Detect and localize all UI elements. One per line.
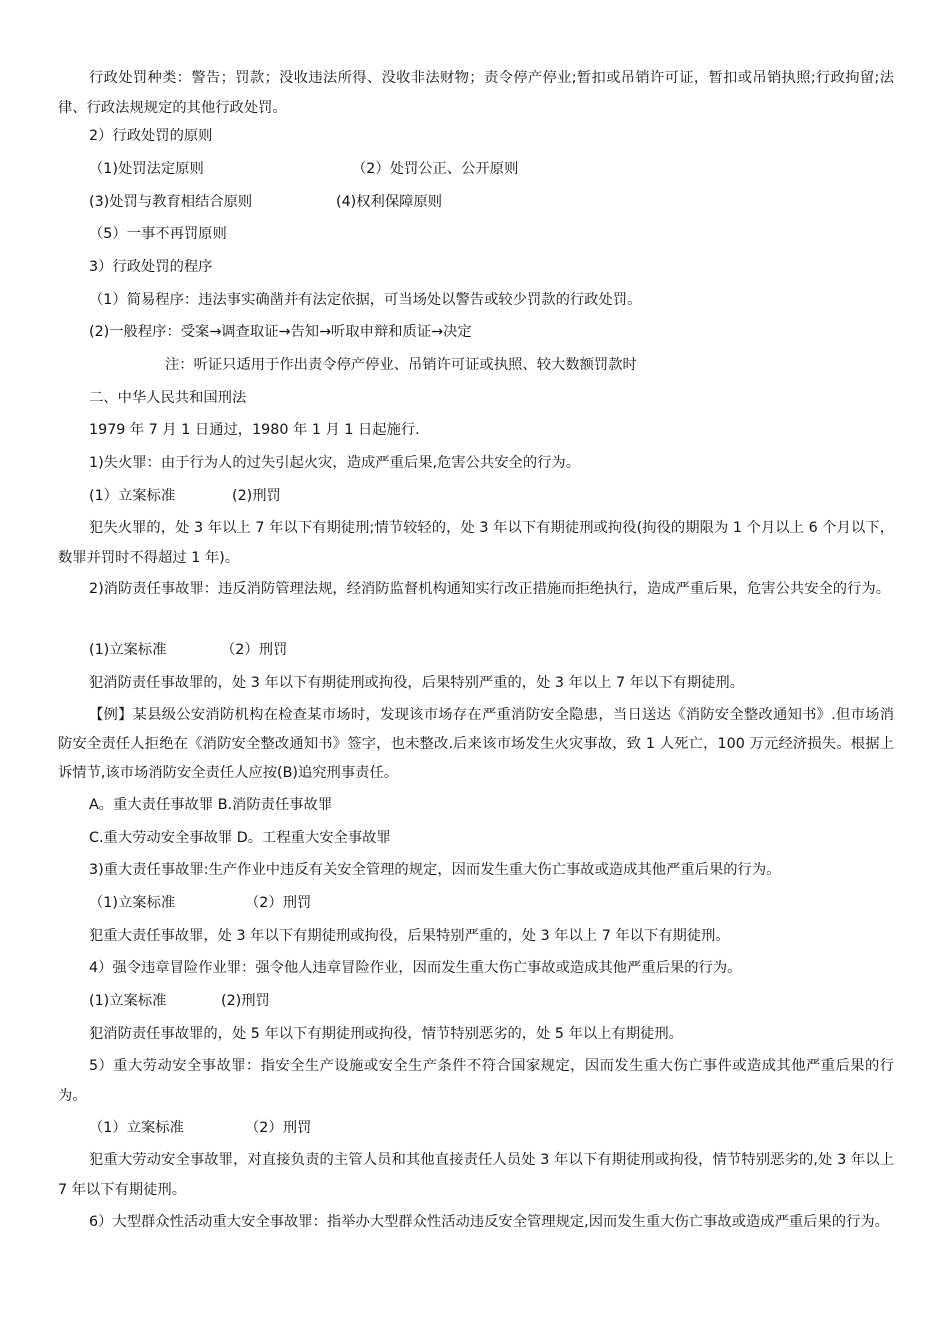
mass-event-definition: 6）大型群众性活动重大安全事故罪：指举办大型群众性活动违反安全管理规定,因而发生重大伤亡事故或造成严重后果的行为。 — [89, 1214, 889, 1230]
heading-criminal-law: 二、中华人民共和国刑法 — [89, 390, 247, 406]
principle-4: (4)权利保障原则 — [336, 194, 443, 210]
criminal-law-dates: 1979 年 7 月 1 日通过，1980 年 1 月 1 日起施行. — [89, 422, 420, 438]
labor-safety-filing-standard: （1）立案标准 — [89, 1120, 184, 1136]
procedure-simple: （1）简易程序：违法事实确凿并有法定依据，可当场处以警告或较少罚款的行政处罚。 — [89, 292, 642, 308]
fire-liability-filing-standard: (1)立案标准 — [89, 642, 167, 658]
labor-safety-penalty: （2）刑罚 — [245, 1120, 312, 1136]
heading-penalty-procedure: 3）行政处罚的程序 — [89, 259, 213, 275]
labor-safety-penalty-text: 犯重大劳动安全事故罪，对直接负责的主管人员和其他直接责任人员处 3 年以下有期徒刑或拘役，情节特别恶劣的,处 3 年以上 7 年以下有期徒刑。 — [58, 1152, 894, 1198]
major-liability-definition: 3)重大责任事故罪:生产作业中违反有关安全管理的规定，因而发生重大伤亡事故或造成其他严重后果的行为。 — [89, 862, 781, 878]
example-question: 【例】某县级公安消防机构在检查某市场时，发现该市场存在严重消防安全隐患，当日送达《消防安全整改通知书》.但市场消防安全责任人拒绝在《消防安全整改通知书》签字，也未整改.后来该市场发生火灾事故，致 1 人死亡，100 万元经济损失。根据上诉情节,该市场消防安全责任人应按(B)追究刑事责任。 — [58, 707, 894, 781]
option-c-d: C.重大劳动安全事故罪 D。工程重大安全事故罪 — [89, 830, 391, 846]
forced-violation-penalty-text: 犯消防责任事故罪的，处 5 年以下有期徒刑或拘役，情节特别恶劣的，处 5 年以上有期徒刑。 — [89, 1026, 683, 1042]
arson-penalty-text: 犯失火罪的，处 3 年以上 7 年以下有期徒刑;情节较轻的，处 3 年以下有期徒刑或拘役(拘役的期限为 1 个月以上 6 个月以下，数罪并罚时不得超过 1 年)。 — [58, 520, 894, 566]
arson-negligence-definition: 1)失火罪：由于行为人的过失引起火灾，造成严重后果,危害公共安全的行为。 — [89, 455, 581, 471]
arson-filing-standard: (1）立案标准 — [89, 488, 176, 504]
labor-safety-definition: 5）重大劳动安全事故罪：指安全生产设施或安全生产条件不符合国家规定，因而发生重大伤亡事件或造成其他严重后果的行为。 — [58, 1058, 894, 1104]
principle-3: (3)处罚与教育相结合原则 — [89, 194, 253, 210]
principle-5: （5）一事不再罚原则 — [89, 226, 227, 242]
fire-liability-penalty: （2）刑罚 — [221, 642, 288, 658]
principle-1: （1)处罚法定原则 — [89, 161, 204, 177]
option-a-b: A。重大责任事故罪 B.消防责任事故罪 — [89, 797, 333, 813]
paragraph-penalty-types: 行政处罚种类：警告；罚款；没收违法所得、没收非法财物；责令停产停业;暂扣或吊销许可证，暂扣或吊销执照;行政拘留;法律、行政法规规定的其他行政处罚。 — [58, 70, 894, 116]
procedure-note: 注：听证只适用于作出责令停产停业、吊销许可证或执照、较大数额罚款时 — [165, 357, 637, 373]
major-liability-penalty: （2）刑罚 — [245, 895, 312, 911]
arson-penalty: (2)刑罚 — [232, 488, 281, 504]
forced-violation-filing-standard: (1)立案标准 — [89, 993, 167, 1009]
fire-liability-definition: 2)消防责任事故罪：违反消防管理法规，经消防监督机构通知实行改正措施而拒绝执行，造成严重后果，危害公共安全的行为。 — [89, 581, 890, 597]
fire-liability-penalty-text: 犯消防责任事故罪的，处 3 年以下有期徒刑或拘役，后果特别严重的，处 3 年以上 7 年以下有期徒刑。 — [89, 675, 745, 691]
forced-violation-penalty: (2)刑罚 — [221, 993, 270, 1009]
principle-2: （2）处罚公正、公开原则 — [352, 161, 519, 177]
forced-violation-definition: 4）强令违章冒险作业罪：强令他人违章冒险作业，因而发生重大伤亡事故或造成其他严重后果的行为。 — [89, 960, 742, 976]
major-liability-penalty-text: 犯重大责任事故罪，处 3 年以下有期徒刑或拘役，后果特别严重的，处 3 年以上 7 年以下有期徒刑。 — [89, 928, 730, 944]
procedure-general: (2)一般程序：受案→调查取证→告知→听取申辩和质证→决定 — [89, 324, 472, 340]
heading-penalty-principles: 2）行政处罚的原则 — [89, 128, 213, 144]
major-liability-filing-standard: （1)立案标准 — [89, 895, 176, 911]
